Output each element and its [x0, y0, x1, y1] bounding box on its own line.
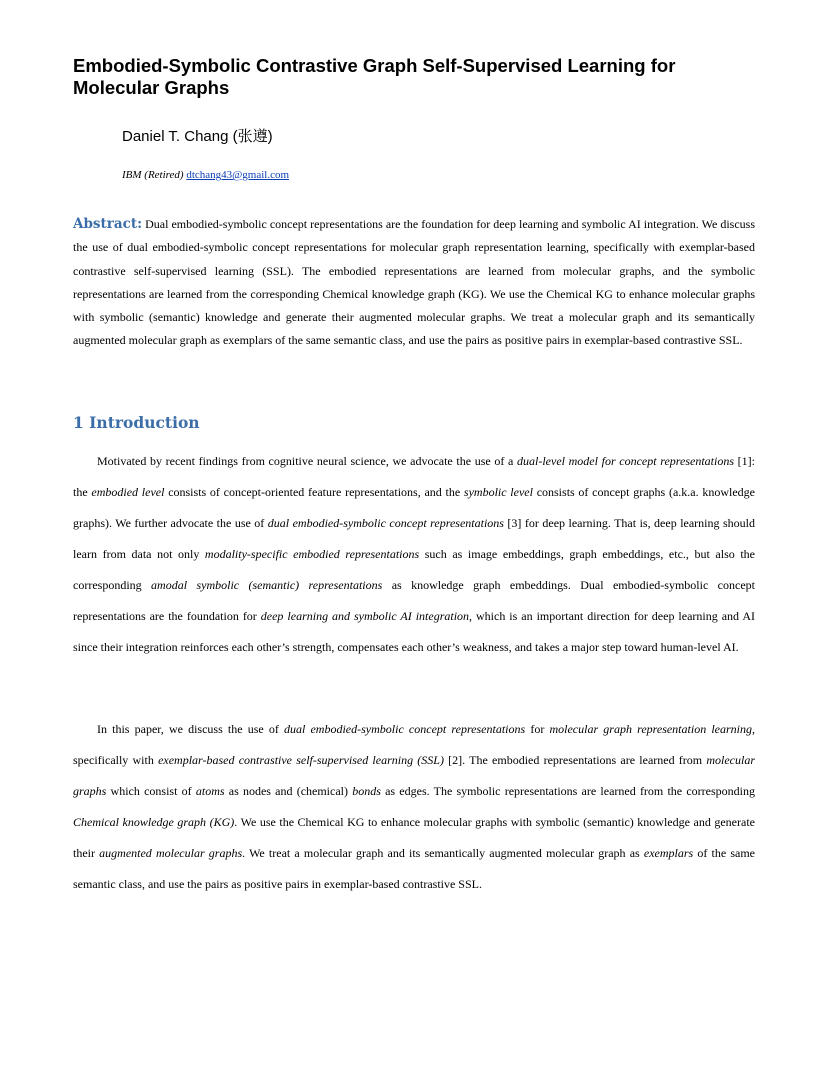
emphasis: embodied level [91, 485, 165, 499]
intro-paragraph-2 [73, 714, 755, 900]
emphasis: dual embodied-symbolic concept representations [267, 516, 504, 530]
emphasis: symbolic level [463, 485, 533, 499]
text-run: [1]: the [73, 454, 756, 499]
text-run: [2]. The embodied representations are learned from [443, 753, 707, 767]
emphasis: molecular graph representation learning [549, 722, 752, 736]
text-run: such as image embeddings, graph embeddings, etc., but also the corresponding [73, 547, 755, 592]
paper-title: Embodied-Symbolic Contrastive Graph Self-Supervised Learning for Molecular Graphs [73, 55, 676, 98]
emphasis: augmented molecular graphs [99, 846, 243, 860]
text-run: as edges. The symbolic representations are learned from the corresponding [380, 784, 755, 798]
text-run: consists of concept-oriented feature representations, and the [164, 485, 464, 499]
text-run: for [525, 722, 550, 736]
intro-paragraph-1 [73, 446, 755, 663]
author-affiliation [122, 169, 289, 181]
text-run: . We treat a molecular graph and its semantically augmented molecular graph as [242, 846, 644, 860]
text-run: as nodes and (chemical) [224, 784, 353, 798]
text-run: In this paper, we discuss the use of [97, 722, 284, 736]
author-name: Daniel T. Chang (张遵) [122, 128, 273, 145]
text-run: which consist of [106, 784, 196, 798]
text-run: consists of concept graphs (a.k.a. knowledge graphs). We further advocate the use of [73, 485, 755, 530]
emphasis: exemplar-based contrastive self-supervised learning (SSL) [158, 753, 444, 767]
emphasis: dual-level model for concept representations [517, 454, 735, 468]
text-run: [3] for deep learning. That is, deep learning should learn from data not only [73, 516, 755, 561]
emphasis: deep learning and symbolic AI integration [260, 609, 470, 623]
text-run: of the same semantic class, and use the pairs as positive pairs in exemplar-based contrastive SSL. [73, 846, 755, 891]
emphasis: modality-specific embodied representations [204, 547, 420, 561]
emphasis: atoms [195, 784, 225, 798]
emphasis: dual embodied-symbolic concept representations [284, 722, 526, 736]
abstract-label: Abstract: [73, 216, 143, 232]
emphasis: bonds [352, 784, 381, 798]
abstract [73, 213, 755, 353]
text-run: as knowledge graph embeddings. Dual embodied-symbolic concept representations are the foundation for [73, 578, 755, 623]
text-run: , which is an important direction for deep learning and AI since their integration reinforces each other’s strength, compensates each other’s weakness, and takes a major step toward human-level AI. [73, 609, 755, 654]
emphasis: amodal symbolic (semantic) representations [151, 578, 383, 592]
text-run: , specifically with [73, 722, 755, 767]
text-run: . We use the Chemical KG to enhance molecular graphs with symbolic (semantic) knowledge and generate their [73, 815, 755, 860]
section-heading-introduction: 1 Introduction [73, 413, 200, 432]
emphasis: exemplars [643, 846, 694, 860]
abstract-text: Dual embodied-symbolic concept representations are the foundation for deep learning and symbolic AI integration. We discuss the use of dual embodied-symbolic concept representations for molecular graph representation learning, specifically with exemplar-based contrastive self-supervised learning (SSL). The embodied representations are learned from molecular graphs, and the symbolic representations are learned from the corresponding Chemical knowledge graph (KG). We use the Chemical KG to enhance molecular graphs with symbolic (semantic) knowledge and generate their augmented molecular graphs. We treat a molecular graph and its semantically augmented molecular graph as exemplars of the same semantic class, and use the pairs as positive pairs in exemplar-based contrastive SSL. [73, 217, 755, 348]
text-run: Motivated by recent findings from cognitive neural science, we advocate the use of a [97, 454, 518, 468]
email-link[interactable]: dtchang43@gmail.com [186, 169, 290, 181]
institution: IBM (Retired) [122, 169, 184, 181]
emphasis: Chemical knowledge graph (KG) [73, 815, 235, 829]
emphasis: molecular graphs [73, 753, 755, 798]
